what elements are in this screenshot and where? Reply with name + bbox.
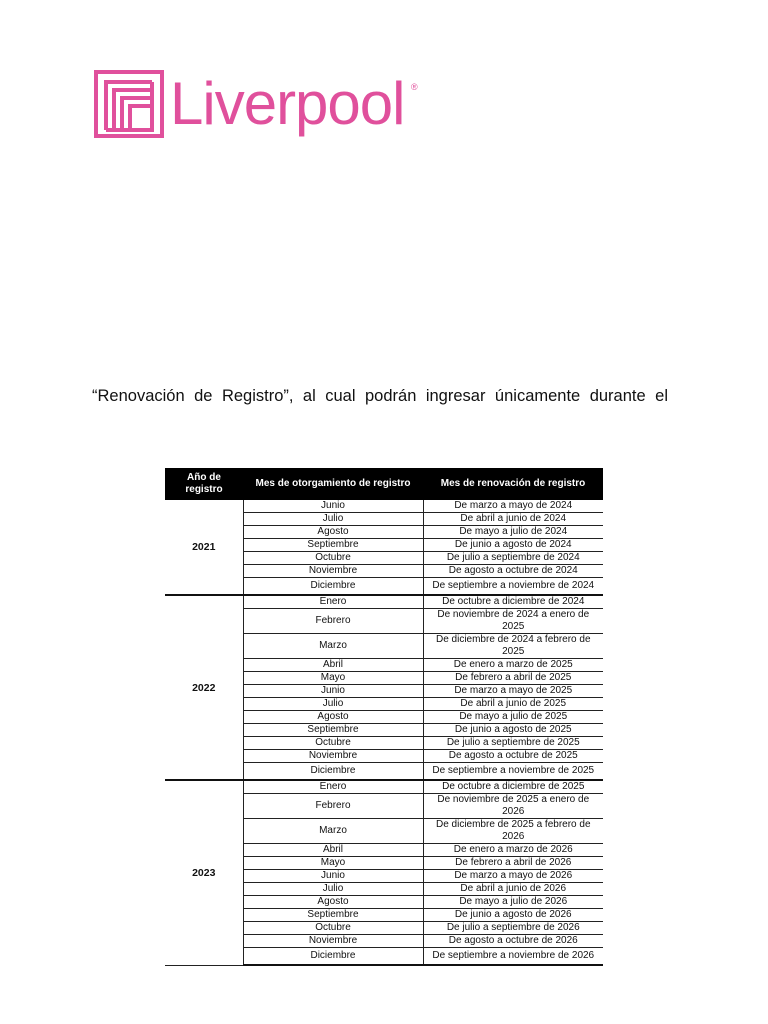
grant-month-cell: Septiembre [243, 539, 423, 552]
grant-month-cell: Agosto [243, 526, 423, 539]
renewal-period-cell: De junio a agosto de 2025 [423, 724, 603, 737]
renewal-table-container [165, 468, 603, 966]
renewal-period-cell: De diciembre de 2024 a febrero de 2025 [423, 634, 603, 659]
grant-month-cell: Abril [243, 659, 423, 672]
renewal-period-cell: De septiembre a noviembre de 2026 [423, 948, 603, 966]
grant-month-cell: Julio [243, 698, 423, 711]
grant-month-cell: Octubre [243, 737, 423, 750]
grant-month-cell: Febrero [243, 794, 423, 819]
grant-month-cell: Agosto [243, 711, 423, 724]
grant-month-cell: Junio [243, 500, 423, 513]
renewal-period-cell: De mayo a julio de 2026 [423, 896, 603, 909]
grant-month-cell: Febrero [243, 609, 423, 634]
liverpool-logo-icon [94, 70, 164, 138]
renewal-period-cell: De agosto a octubre de 2024 [423, 565, 603, 578]
grant-month-cell: Marzo [243, 819, 423, 844]
grant-month-cell: Diciembre [243, 948, 423, 966]
header-grant-month: Mes de otorgamiento de registro [243, 468, 423, 500]
renewal-period-cell: De mayo a julio de 2025 [423, 711, 603, 724]
grant-month-cell: Julio [243, 883, 423, 896]
table-row [165, 500, 603, 513]
grant-month-cell: Junio [243, 685, 423, 698]
renewal-period-cell: De marzo a mayo de 2025 [423, 685, 603, 698]
body-paragraph: “Renovación de Registro”, al cual podrán ingresar únicamente durante el [92, 387, 668, 405]
grant-month-cell: Junio [243, 870, 423, 883]
table-row [165, 780, 603, 794]
grant-month-cell: Marzo [243, 634, 423, 659]
header-renewal-month: Mes de renovación de registro [423, 468, 603, 500]
grant-month-cell: Octubre [243, 552, 423, 565]
table-body [165, 500, 603, 965]
renewal-period-cell: De noviembre de 2024 a enero de 2025 [423, 609, 603, 634]
renewal-period-cell: De abril a junio de 2024 [423, 513, 603, 526]
grant-month-cell: Diciembre [243, 578, 423, 596]
renewal-period-cell: De enero a marzo de 2026 [423, 844, 603, 857]
grant-month-cell: Julio [243, 513, 423, 526]
grant-month-cell: Noviembre [243, 565, 423, 578]
renewal-period-cell: De noviembre de 2025 a enero de 2026 [423, 794, 603, 819]
grant-month-cell: Octubre [243, 922, 423, 935]
grant-month-cell: Agosto [243, 896, 423, 909]
renewal-period-cell: De agosto a octubre de 2025 [423, 750, 603, 763]
renewal-table [165, 468, 603, 966]
grant-month-cell: Septiembre [243, 909, 423, 922]
renewal-period-cell: De abril a junio de 2026 [423, 883, 603, 896]
table-header-row [165, 468, 603, 500]
grant-month-cell: Noviembre [243, 935, 423, 948]
renewal-period-cell: De febrero a abril de 2025 [423, 672, 603, 685]
renewal-period-cell: De enero a marzo de 2025 [423, 659, 603, 672]
renewal-period-cell: De marzo a mayo de 2024 [423, 500, 603, 513]
renewal-period-cell: De junio a agosto de 2026 [423, 909, 603, 922]
grant-month-cell: Mayo [243, 672, 423, 685]
year-cell: 2023 [165, 780, 243, 965]
renewal-period-cell: De octubre a diciembre de 2025 [423, 780, 603, 794]
renewal-period-cell: De julio a septiembre de 2026 [423, 922, 603, 935]
renewal-period-cell: De agosto a octubre de 2026 [423, 935, 603, 948]
renewal-period-cell: De febrero a abril de 2026 [423, 857, 603, 870]
grant-month-cell: Diciembre [243, 763, 423, 781]
renewal-period-cell: De septiembre a noviembre de 2025 [423, 763, 603, 781]
renewal-period-cell: De julio a septiembre de 2025 [423, 737, 603, 750]
header-year: Año de registro [165, 468, 243, 500]
grant-month-cell: Enero [243, 780, 423, 794]
grant-month-cell: Enero [243, 595, 423, 609]
brand-logo [94, 68, 424, 152]
grant-month-cell: Abril [243, 844, 423, 857]
renewal-period-cell: De junio a agosto de 2024 [423, 539, 603, 552]
grant-month-cell: Septiembre [243, 724, 423, 737]
renewal-period-cell: De diciembre de 2025 a febrero de 2026 [423, 819, 603, 844]
table-row [165, 595, 603, 609]
year-cell: 2021 [165, 500, 243, 595]
renewal-period-cell: De abril a junio de 2025 [423, 698, 603, 711]
registered-mark: ® [411, 82, 418, 92]
renewal-period-cell: De julio a septiembre de 2024 [423, 552, 603, 565]
grant-month-cell: Noviembre [243, 750, 423, 763]
renewal-period-cell: De octubre a diciembre de 2024 [423, 595, 603, 609]
brand-wordmark: Liverpool [170, 70, 405, 137]
renewal-period-cell: De mayo a julio de 2024 [423, 526, 603, 539]
grant-month-cell: Mayo [243, 857, 423, 870]
renewal-period-cell: De septiembre a noviembre de 2024 [423, 578, 603, 596]
renewal-period-cell: De marzo a mayo de 2026 [423, 870, 603, 883]
year-cell: 2022 [165, 595, 243, 780]
